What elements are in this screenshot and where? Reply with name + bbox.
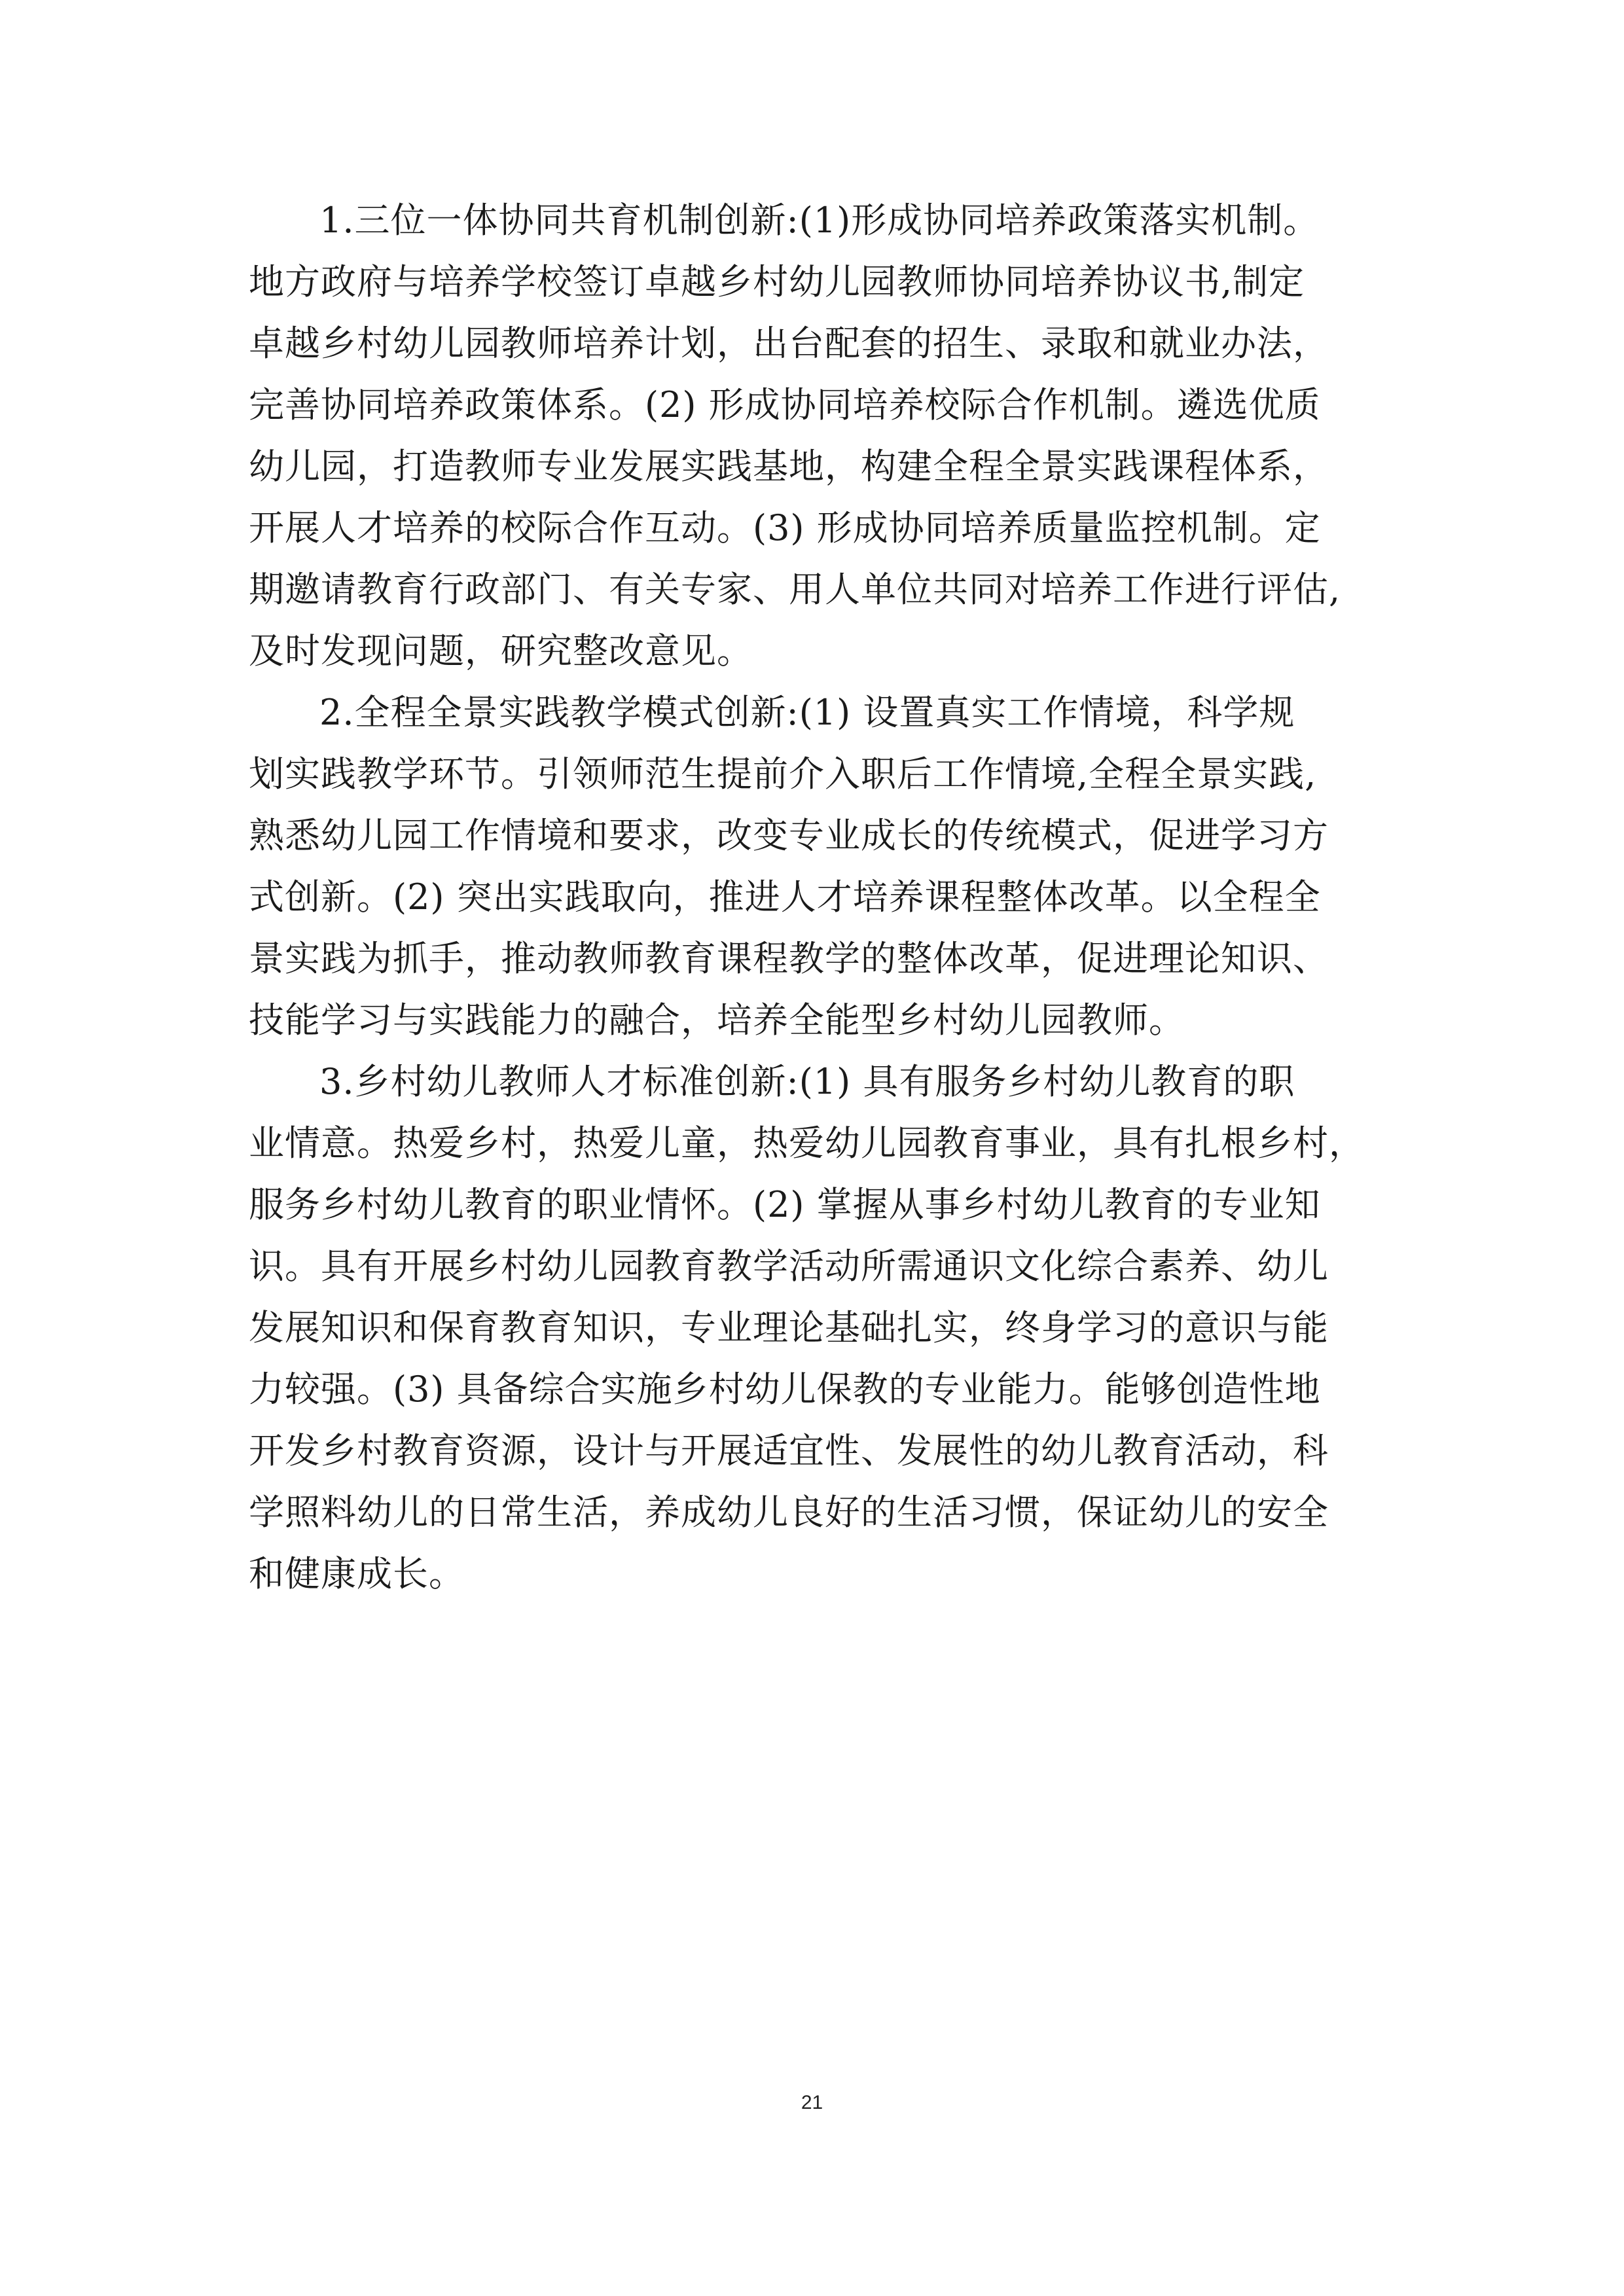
paragraph-line: 1.三位一体协同共育机制创新:(1)形成协同培养政策落实机制。 — [319, 200, 1320, 241]
page-number: 21 — [801, 2092, 823, 2113]
paragraph-line: 服务乡村幼儿教育的职业情怀。(2) 掌握从事乡村幼儿教育的专业知 — [249, 1184, 1321, 1225]
paragraph-line: 学照料幼儿的日常生活，养成幼儿良好的生活习惯，保证幼儿的安全 — [249, 1492, 1329, 1533]
paragraph-line: 和健康成长。 — [249, 1553, 465, 1594]
paragraph-line: 地方政府与培养学校签订卓越乡村幼儿园教师协同培养协议书,制定 — [249, 261, 1305, 302]
paragraph-line: 完善协同培养政策体系。(2) 形成协同培养校际合作机制。遴选优质 — [249, 384, 1321, 425]
paragraph-line: 划实践教学环节。引领师范生提前介入职后工作情境,全程全景实践, — [249, 753, 1317, 795]
paragraph-line: 熟悉幼儿园工作情境和要求，改变专业成长的传统模式，促进学习方 — [249, 815, 1329, 856]
body-text — [249, 190, 1378, 1605]
paragraph-line: 景实践为抓手，推动教师教育课程教学的整体改革，促进理论知识、 — [249, 938, 1329, 979]
paragraph-line: 2.全程全景实践教学模式创新:(1) 设置真实工作情境，科学规 — [319, 692, 1295, 733]
paragraph-line: 识。具有开展乡村幼儿园教育教学活动所需通识文化综合素养、幼儿 — [249, 1246, 1329, 1287]
paragraph-line: 期邀请教育行政部门、有关专家、用人单位共同对培养工作进行评估, — [249, 569, 1341, 610]
paragraph-line: 技能学习与实践能力的融合，培养全能型乡村幼儿园教师。 — [249, 999, 1185, 1041]
paragraph-line: 3.乡村幼儿教师人才标准创新:(1) 具有服务乡村幼儿教育的职 — [319, 1061, 1295, 1102]
paragraph-line: 幼儿园，打造教师专业发展实践基地，构建全程全景实践课程体系， — [249, 446, 1329, 487]
paragraph-line: 开发乡村教育资源，设计与开展适宜性、发展性的幼儿教育活动，科 — [249, 1430, 1329, 1471]
paragraph-3 — [249, 1051, 1378, 1605]
paragraph-line: 及时发现问题，研究整改意见。 — [249, 630, 753, 672]
paragraph-1 — [249, 190, 1378, 682]
paragraph-line: 开展人才培养的校际合作互动。(3) 形成协同培养质量监控机制。定 — [249, 507, 1321, 548]
paragraph-line: 式创新。(2) 突出实践取向，推进人才培养课程整体改革。以全程全 — [249, 876, 1321, 918]
paragraph-line: 卓越乡村幼儿园教师培养计划，出台配套的招生、录取和就业办法， — [249, 323, 1329, 364]
paragraph-2 — [249, 682, 1378, 1051]
paragraph-line: 发展知识和保育教育知识，专业理论基础扎实，终身学习的意识与能 — [249, 1307, 1329, 1348]
paragraph-line: 力较强。(3) 具备综合实施乡村幼儿保教的专业能力。能够创造性地 — [249, 1369, 1321, 1410]
paragraph-line: 业情意。热爱乡村，热爱儿童，热爱幼儿园教育事业，具有扎根乡村， — [249, 1122, 1365, 1164]
